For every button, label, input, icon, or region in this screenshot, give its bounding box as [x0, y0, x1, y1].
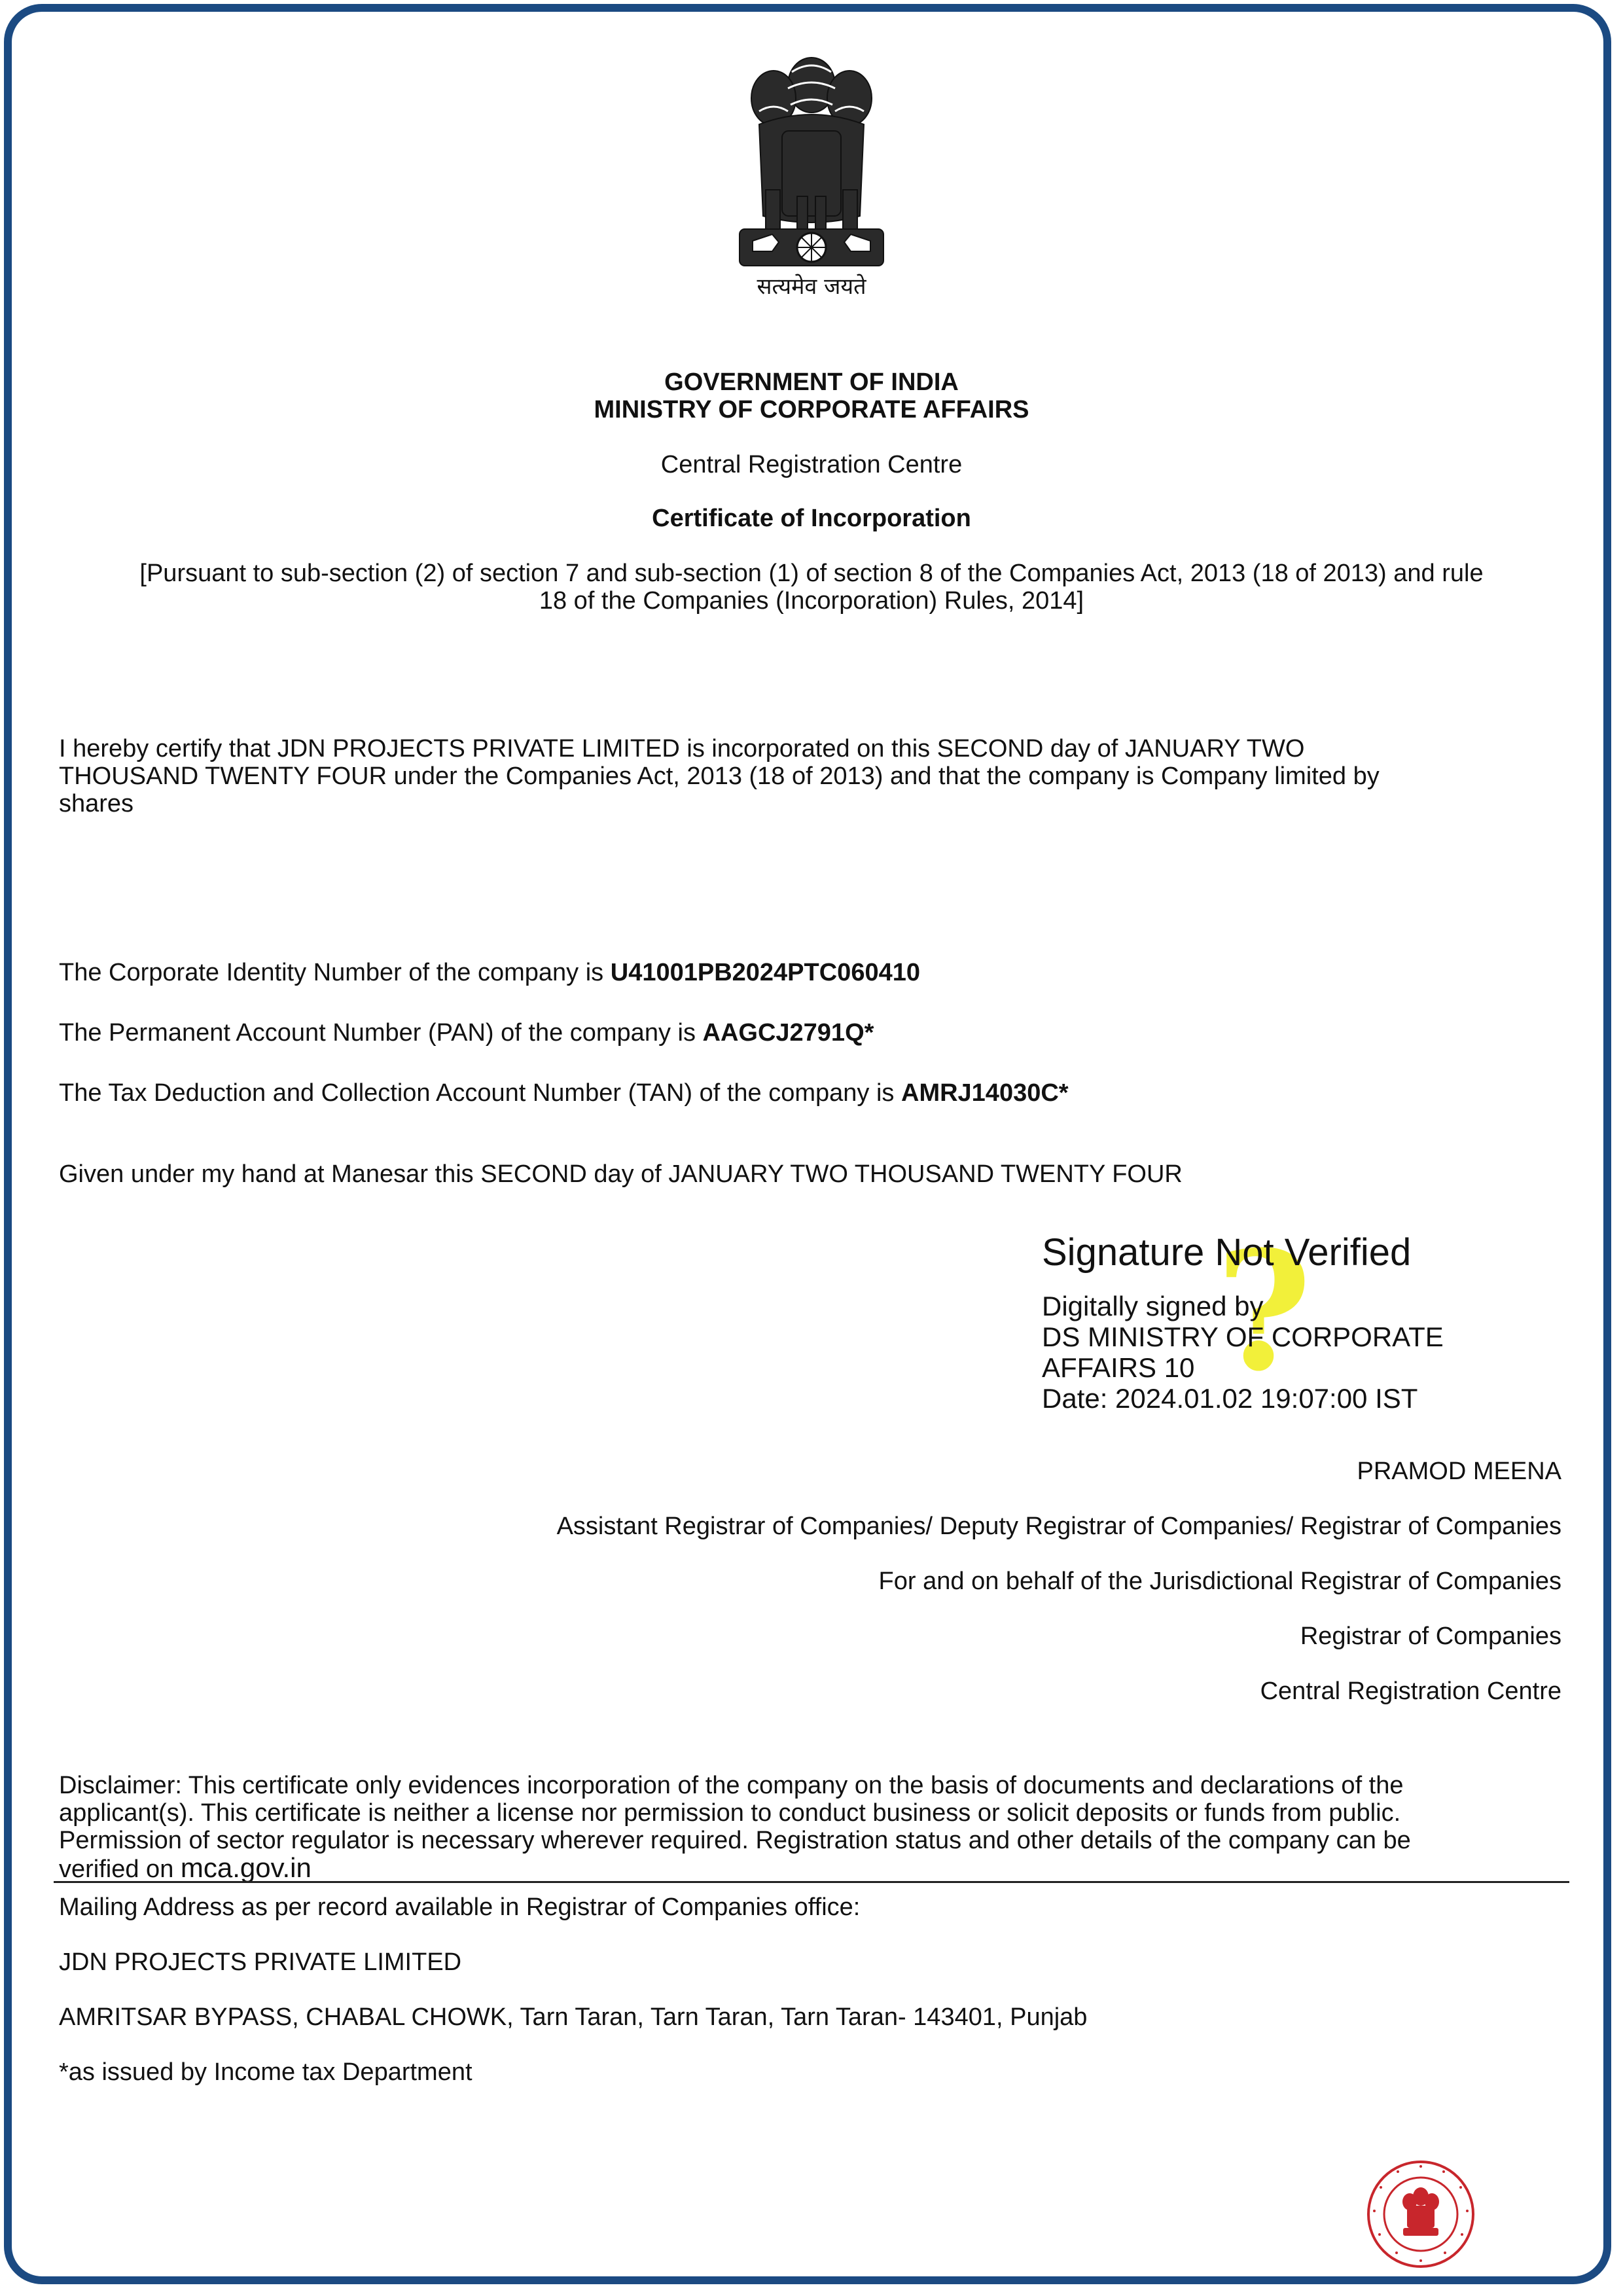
mca-link[interactable]: mca.gov.in — [180, 1852, 312, 1883]
signature-digitally-signed: Digitally signed by — [1042, 1291, 1264, 1321]
tax-footnote: *as issued by Income tax Department — [59, 2058, 473, 2086]
tan-value: AMRJ14030C* — [901, 1079, 1069, 1107]
page-title: Certificate of Incorporation — [652, 505, 971, 532]
tan-label: The Tax Deduction and Collection Account Number (TAN) of the company is — [59, 1079, 901, 1107]
certify-line-1: I hereby certify that JDN PROJECTS PRIVATE LIMITED is incorporated on this SECOND day of JANUARY TWO — [59, 735, 1305, 762]
signatory-designation: Assistant Registrar of Companies/ Deputy Registrar of Companies/ Registrar of Companies — [556, 1513, 1561, 1540]
section-divider — [54, 1881, 1569, 1883]
signature-date: Date: 2024.01.02 19:07:00 IST — [1042, 1383, 1418, 1414]
pursuant-line-1: [Pursuant to sub-section (2) of section 7 and sub-section (1) of section 8 of the Companies Act, 2013 (18 of 2013) and rule — [139, 560, 1484, 587]
tan-line — [59, 1079, 1564, 1107]
signature-status: Signature Not Verified — [1042, 1231, 1412, 1274]
disclaimer-line-2: applicant(s). This certificate is neither a license nor permission to conduct business or solicit deposits or funds from public. — [59, 1799, 1401, 1827]
government-heading: GOVERNMENT OF INDIA — [664, 368, 959, 396]
signature-signer-line-1: DS MINISTRY OF CORPORATE — [1042, 1321, 1444, 1352]
pursuant-line-2: 18 of the Companies (Incorporation) Rules, 2014] — [539, 587, 1084, 615]
disclaimer-line-4 — [59, 1854, 1564, 1884]
mailing-company: JDN PROJECTS PRIVATE LIMITED — [59, 1948, 462, 1976]
cin-value: U41001PB2024PTC060410 — [610, 959, 920, 986]
mca-seal-icon — [1365, 2159, 1476, 2270]
disclaimer-verified-prefix: verified on — [59, 1856, 181, 1883]
signatory-centre: Central Registration Centre — [1260, 1677, 1561, 1705]
pan-label: The Permanent Account Number (PAN) of the company is — [59, 1019, 703, 1047]
signatory-behalf: For and on behalf of the Jurisdictional Registrar of Companies — [878, 1568, 1561, 1595]
pan-value: AAGCJ2791Q* — [702, 1019, 874, 1047]
signature-signer-line-2: AFFAIRS 10 — [1042, 1352, 1195, 1383]
disclaimer-line-3: Permission of sector regulator is necessary wherever required. Registration status and other details of the company can be — [59, 1827, 1411, 1854]
question-mark-icon: ? — [1216, 1215, 1312, 1407]
certificate-border — [4, 4, 1611, 2284]
cin-label: The Corporate Identity Number of the company is — [59, 959, 611, 986]
mailing-heading: Mailing Address as per record available in Registrar of Companies office: — [59, 1893, 861, 1921]
certify-line-2: THOUSAND TWENTY FOUR under the Companies Act, 2013 (18 of 2013) and that the company is Company limited by — [59, 762, 1380, 790]
centre-heading: Central Registration Centre — [660, 451, 963, 478]
signatory-registrar: Registrar of Companies — [1300, 1623, 1561, 1650]
pan-line — [59, 1018, 1564, 1047]
given-under-hand: Given under my hand at Manesar this SECOND day of JANUARY TWO THOUSAND TWENTY FOUR — [59, 1160, 1183, 1188]
national-emblem-icon — [720, 33, 903, 308]
ministry-heading: MINISTRY OF CORPORATE AFFAIRS — [594, 396, 1029, 423]
emblem-motto: सत्यमेव जयते — [757, 274, 866, 300]
cin-line — [59, 958, 1564, 987]
signatory-name: PRAMOD MEENA — [1357, 1458, 1561, 1485]
disclaimer-line-1: Disclaimer: This certificate only evidences incorporation of the company on the basis of documents and declarations of the — [59, 1772, 1404, 1799]
certify-line-3: shares — [59, 790, 134, 817]
mailing-address: AMRITSAR BYPASS, CHABAL CHOWK, Tarn Taran, Tarn Taran, Tarn Taran- 143401, Punjab — [59, 2003, 1088, 2031]
